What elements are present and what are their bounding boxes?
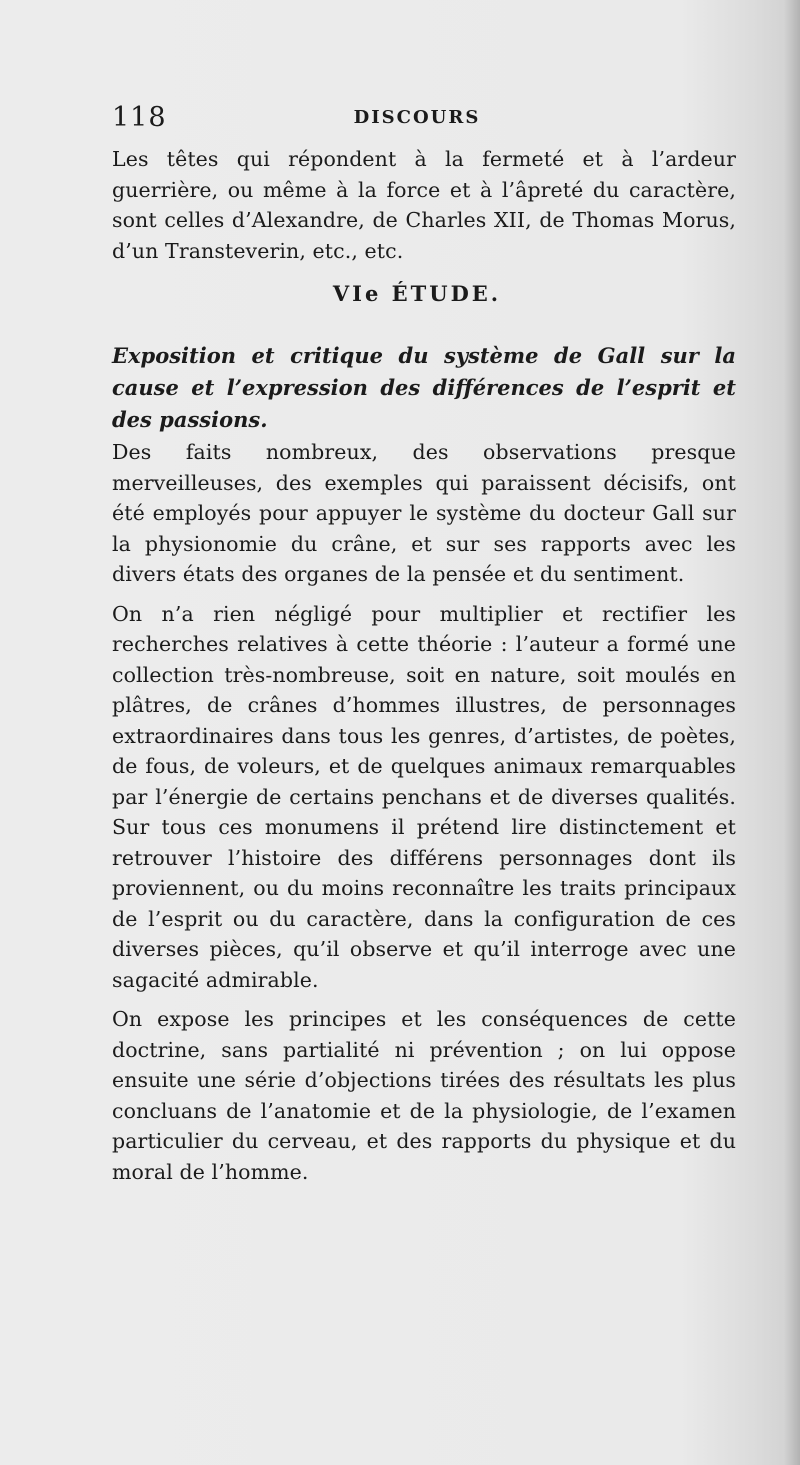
continued-paragraph: [112, 144, 736, 266]
page-header: [112, 100, 722, 140]
body-paragraph: On expose les principes et les conséquences de cette doctrine, sans partialité ni prévention ; on lui oppose ensuite une série d’objections tirées des résultats les plus concluans de l’anatomie et de la physiologie, de l’examen particulier du cerveau, et des rapports du physique et du moral de l’homme.: [112, 1007, 736, 1184]
page-number: 118: [112, 102, 167, 133]
body-paragraph: On n’a rien négligé pour multiplier et rectifier les recherches relatives à cette théorie : l’auteur a formé une collection très-nombreuse, soit en nature, soit moulés en plâtres, de crânes d’hommes illustres, de personnages extraordinaires dans tous les genres, d’artistes, de poètes, de fous, de voleurs, et de quelques animaux remarquables par l’énergie de certains penchans et de diverses qualités. Sur tous ces monumens il prétend lire distinctement et retrouver l’histoire des différens personnages dont ils proviennent, ou du moins reconnaître les traits principaux de l’esprit ou du caractère, dans la configuration de ces diverses pièces, qu’il observe et qu’il interroge avec une sagacité admirable.: [112, 601, 736, 992]
paragraph-text: Les têtes qui répondent à la fermeté et à l’ardeur guerrière, ou même à la force et à l’âpreté du caractère, sont celles d’Alexandre, de Charles XII, de Thomas Morus, d’un Transteverin, etc., etc.: [112, 147, 736, 263]
running-head: DISCOURS: [353, 107, 481, 128]
study-heading: VIe ÉTUDE.: [332, 281, 502, 306]
study-subtitle: Exposition et critique du système de Gall sur la cause et l’expression des différences de l’esprit et des passions.: [112, 343, 736, 432]
page-edge-shadow: [784, 0, 800, 1465]
body-text: [112, 437, 736, 1196]
body-paragraph: Des faits nombreux, des observations presque merveilleuses, des exemples qui paraissent décisifs, ont été employés pour appuyer le système du docteur Gall sur la physionomie du crâne, et sur ses rapports avec les divers états des organes de la pensée et du sentiment.: [112, 440, 736, 586]
